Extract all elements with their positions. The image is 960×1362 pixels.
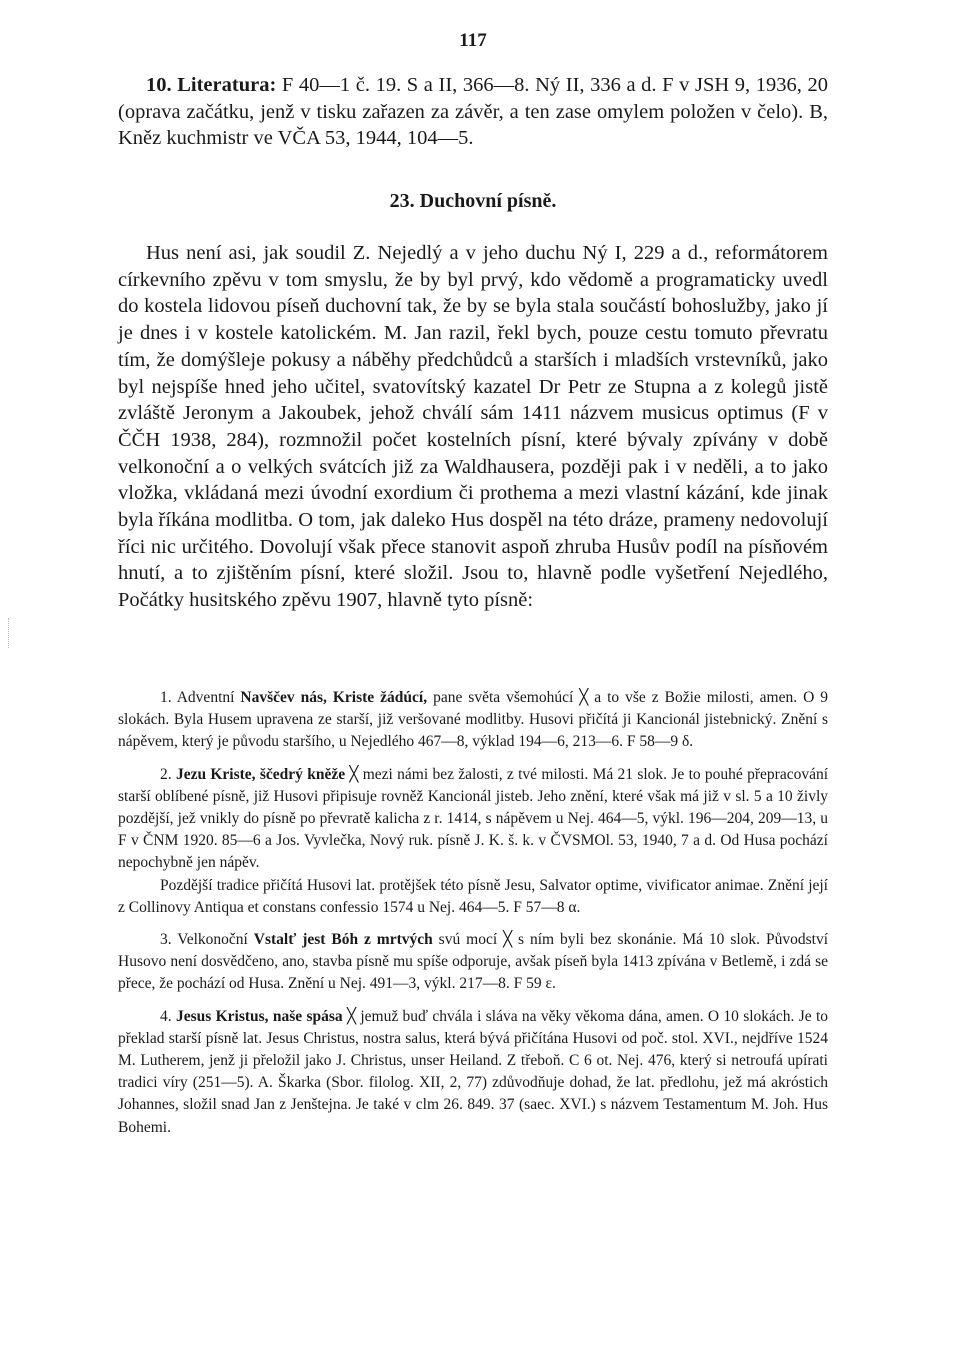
section-title: 23. Duchovní písně. bbox=[389, 190, 557, 212]
song-prefix: Velkonoční bbox=[171, 931, 254, 949]
song-title-cont: svú mocí bbox=[432, 931, 504, 949]
list-item bbox=[118, 686, 828, 754]
cross-mark-icon: ╳ bbox=[349, 764, 359, 783]
song-title: Vstalť jest Bóh z mrtvých bbox=[253, 931, 433, 949]
cross-mark-icon: ╳ bbox=[503, 930, 513, 949]
page-number: 117 bbox=[459, 30, 487, 51]
song-entry bbox=[118, 686, 828, 754]
song-entry bbox=[118, 763, 828, 875]
literature-text: F 40—1 č. 19. S a II, 366—8. Ný II, 336 a d. F v JSH 9, 1936, 20 (oprava začátku, jenž v tisku zařazen za závěr, a ten zase omylem položen v čelo). B, Kněz kuchmistr ve VČA 53, 1944, 104—5. bbox=[118, 74, 829, 149]
song-description: mezi námi bez žalosti, z tvé milosti. Má 21 slok. Je to pouhé přepracování starší oblíbené písně, již Husovi připisuje rovněž Kancionál jisteb. Jeho znění, které však má již v sl. 5 a 10 živly pozdější, jež vnikly do písně po převratě kalicha z r. 1414, s nápěvem u Nej. 464—5, výkl. 196—204, 209—13, u F v ČNM 1920. 85—6 a Jos. Vyvlečka, Nový ruk. písně J. K. š. k. v ČVSMOl. 53, 1940, 7 a d. Od Husa pochází nepochybně jen nápěv. bbox=[118, 765, 829, 872]
song-entry bbox=[118, 1005, 828, 1139]
song-prefix: Adventní bbox=[171, 689, 241, 706]
song-number: 3. bbox=[160, 931, 172, 949]
list-item bbox=[118, 928, 828, 996]
cross-mark-icon: ╳ bbox=[579, 688, 589, 706]
literature-note bbox=[118, 72, 828, 152]
song-title: Navščev nás, Kriste žádúcí, bbox=[240, 689, 428, 706]
song-title-cont: pane světa všemohúcí bbox=[427, 689, 580, 706]
song-entry bbox=[118, 928, 828, 996]
song-number: 4. bbox=[160, 1007, 172, 1025]
main-body bbox=[118, 240, 828, 614]
song-number: 2. bbox=[160, 765, 172, 783]
cross-mark-icon: ╳ bbox=[346, 1006, 357, 1025]
song-title: Jesus Kristus, naše spása bbox=[175, 1007, 343, 1025]
margin-mark bbox=[8, 618, 11, 648]
song-description: s ním byli bez skonánie. Má 10 slok. Původství Husovo není dosvědčeno, ano, stavba písně mu spíše odporuje, avšak píseň byla 1413 zpívána v Betlemě, i zdá se přece, že pochází od Husa. Znění u Nej. 491—3, výkl. 217—8. F 59 ε. bbox=[118, 931, 828, 993]
main-paragraph: Hus není asi, jak soudil Z. Nejedlý a v jeho duchu Ný I, 229 a d., reformátorem církevního zpěvu v tom smyslu, že by byl prvý, kdo vědomě a programaticky uvedl do kostela lidovou píseň duchovní tak, že by se byla stala součástí bohoslužby, jako jí je dnes i v kostele katolickém. M. Jan razil, řekl bych, pouze cestu tomuto převratu tím, že domýšleje pokusy a náběhy předchůdců a starších i mladších vrstevníků, jako byl nejspíše hned jeho učitel, svatovítský kazatel Dr Petr ze Stupna a z kolegů jistě zvláště Jeronym a Jakoubek, jehož chválí sám 1411 názvem musicus optimus (F v ČČH 1938, 284), rozmnožil počet kostelních písní, které bývaly zpívány v době velkonoční a o velkých svátcích již za Waldhausera, později pak i v neděli, a to jako vložka, vkládaná mezi úvodní exordium či prothema a mezi vlastní kázání, kde jinak byla říkána modlitba. O tom, jak daleko Hus dospěl na této dráze, prameny nedovolují říci nic určitého. Dovolují však přece stanovit aspoň zhruba Husův podíl na písňovém hnutí, a to zjištěním písní, které složil. Jsou to, hlavně podle vyšetření Nejedlého, Počátky husitského zpěvu 1907, hlavně tyto písně: bbox=[118, 242, 828, 612]
song-list bbox=[118, 686, 828, 1148]
song-description: a to vše z Božie milosti, amen. O 9 slokách. Byla Husem upravena ze starší, již veršované modlitby. Husovi přičítá ji Kancionál jistebnický. Znění s nápěvem, který je původu staršího, u Nejedlého 467—8, výklad 194—6, 213—6. F 58—9 δ. bbox=[118, 689, 828, 751]
list-item bbox=[118, 1005, 828, 1139]
song-extra-note: Pozdější tradice přičítá Husovi lat. protějšek této písně Jesu, Salvator optime, vivificator animae. Znění její z Collinovy Antiqua et constans confessio 1574 u Nej. 464—5. F 57—8 α. bbox=[118, 876, 828, 916]
literature-label: 10. Literatura: bbox=[146, 74, 277, 96]
list-item bbox=[118, 763, 828, 919]
song-title: Jezu Kriste, ščedrý kněže bbox=[175, 765, 346, 783]
song-description: jemuž buď chvála i sláva na věky věkoma dána, amen. O 10 slokách. Je to překlad starší písně lat. Jesus Christus, nostra salus, která bývá přičítána Husovi od poč. stol. XVI., nejdříve 1524 M. Lutherem, jenž ji přeložil jako J. Christus, unser Heiland. Z třeboň. C 6 ot. Nej. 476, který si netroufá upírati tradici víry (251—5). A. Škarka (Sbor. filolog. XII, 2, 77) zdůvodňuje dohad, že lat. předlohu, jež má akróstich Johannes, složil snad Jan z Jenštejna. Je také v clm 26. 849. 37 (saec. XVI.) s názvem Testamentum M. Joh. Hus Bohemi. bbox=[118, 1007, 829, 1136]
song-number: 1. bbox=[160, 689, 172, 706]
